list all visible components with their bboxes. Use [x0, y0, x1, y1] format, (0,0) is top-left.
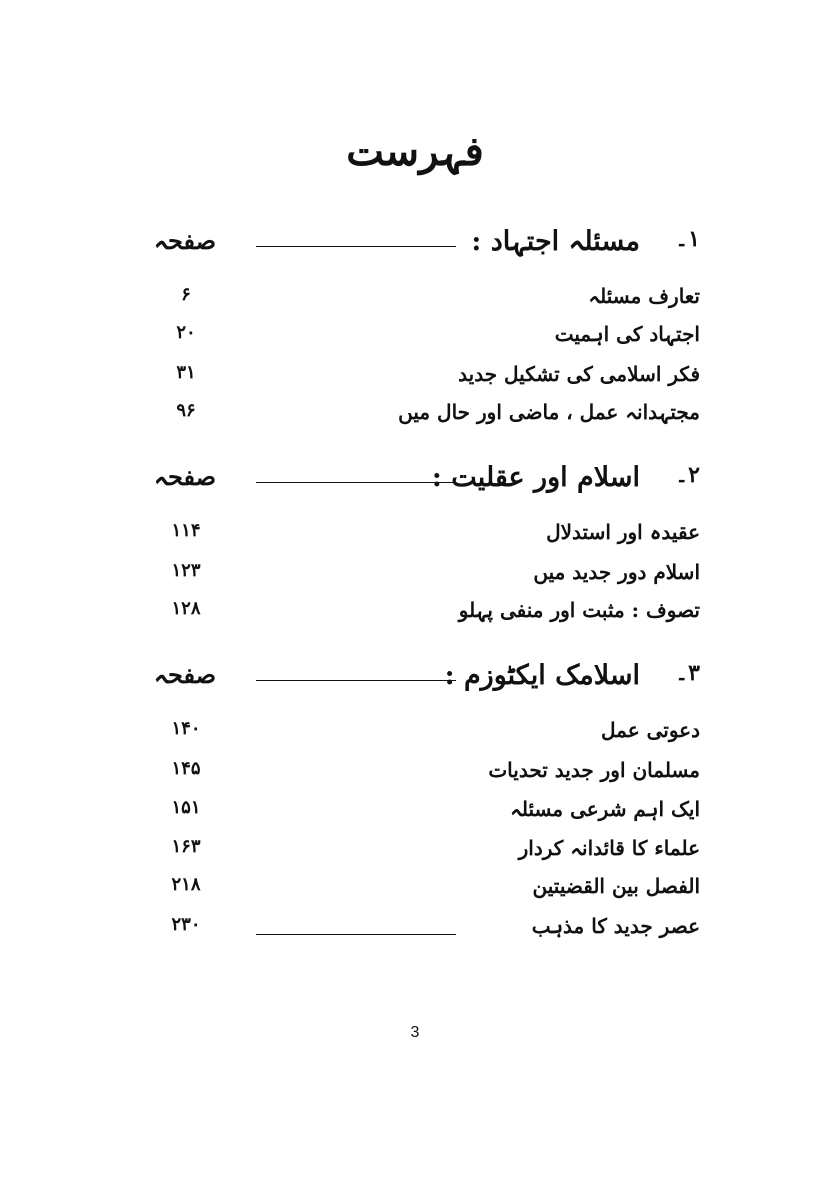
toc-entry[interactable]	[140, 322, 700, 358]
leader-line	[256, 246, 456, 247]
toc-entry[interactable]	[140, 598, 700, 634]
entry-page: ۹۶	[176, 400, 196, 421]
entry-title: عصر جدید کا مذہب	[531, 914, 700, 938]
entry-title: اسلام دور جدید میں	[533, 560, 700, 584]
page-column-label: صفحہ	[153, 660, 216, 689]
section-number: ۱۔	[675, 226, 700, 252]
leader-line	[256, 934, 456, 935]
toc-entry[interactable]	[140, 520, 700, 556]
section-title: اسلامک ایکٹوزم :	[444, 660, 640, 691]
entry-page: ۲۱۸	[171, 874, 201, 895]
toc-entry[interactable]	[140, 718, 700, 754]
entry-page: ۳۱	[176, 362, 196, 383]
toc-entry[interactable]	[140, 797, 700, 833]
entry-title: مسلمان اور جدید تحدیات	[488, 758, 700, 782]
leader-line	[256, 482, 456, 483]
section-title: مسئلہ اجتہاد :	[471, 226, 640, 257]
toc-entry[interactable]	[140, 400, 700, 436]
entry-title: فکر اسلامی کی تشکیل جدید	[458, 362, 700, 386]
section-number: ۲۔	[675, 462, 700, 488]
entry-title: ایک اہم شرعی مسئلہ	[510, 797, 700, 821]
entry-page: ۲۳۰	[171, 914, 201, 935]
entry-title: تعارف مسئلہ	[588, 284, 700, 308]
section-title: اسلام اور عقلیت :	[431, 462, 640, 493]
toc-entry[interactable]	[140, 914, 700, 950]
page-number: 3	[410, 1024, 420, 1041]
section-number: ۳۔	[675, 660, 700, 686]
entry-page: ۱۴۰	[171, 718, 201, 739]
page-column-label: صفحہ	[153, 226, 216, 255]
entry-title: عقیدہ اور استدلال	[546, 520, 700, 544]
section-1-heading	[140, 226, 700, 262]
toc-entry[interactable]	[140, 874, 700, 910]
entry-title: مجتہدانہ عمل ، ماضی اور حال میں	[398, 400, 700, 424]
page-column-label: صفحہ	[153, 462, 216, 491]
section-3-heading	[140, 660, 700, 696]
toc-entry[interactable]	[140, 284, 700, 320]
entry-title: الفصل بین القضیتین	[532, 874, 700, 898]
entry-page: ۱۲۳	[171, 560, 201, 581]
leader-line	[256, 680, 456, 681]
entry-title: اجتہاد کی اہمیت	[554, 322, 700, 346]
toc-entry[interactable]	[140, 758, 700, 794]
entry-page: ۱۶۳	[171, 836, 201, 857]
entry-page: ۲۰	[176, 322, 196, 343]
entry-page: ۱۴۵	[171, 758, 201, 779]
entry-title: تصوف : مثبت اور منفی پہلو	[458, 598, 700, 622]
entry-title: دعوتی عمل	[600, 718, 700, 742]
toc-entry[interactable]	[140, 836, 700, 872]
page-title: فہرست	[346, 128, 484, 175]
section-2-heading	[140, 462, 700, 498]
toc-entry[interactable]	[140, 560, 700, 596]
entry-page: ۱۲۸	[171, 598, 201, 619]
entry-page: ۱۵۱	[171, 797, 201, 818]
entry-page: ۱۱۴	[171, 520, 201, 541]
entry-title: علماء کا قائدانہ کردار	[518, 836, 700, 860]
toc-entry[interactable]	[140, 362, 700, 398]
entry-page: ۶	[181, 284, 191, 305]
